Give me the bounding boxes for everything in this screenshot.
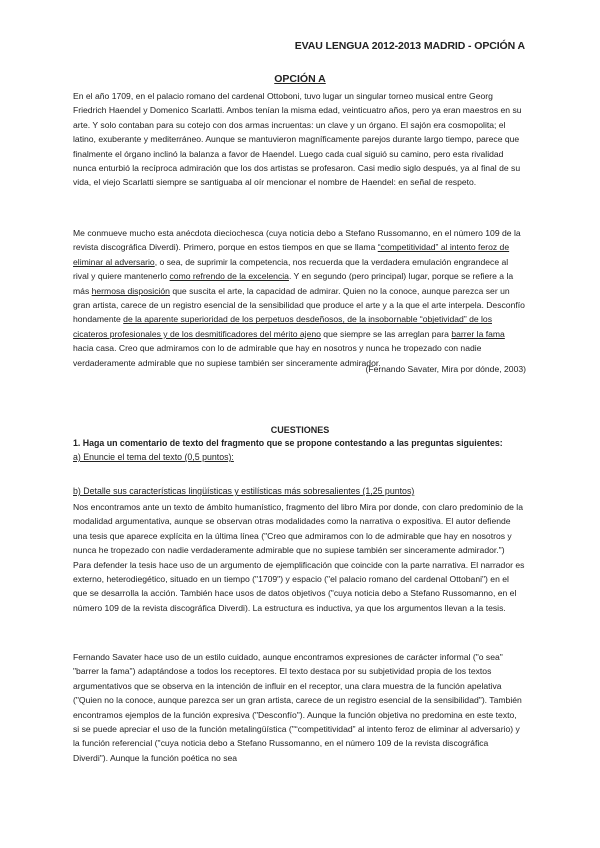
p2-segment: que siempre se las arreglan para: [320, 328, 452, 339]
document-header-title: EVAU LENGUA 2012-2013 MADRID - OPCIÓN A: [294, 40, 525, 52]
p2-underlined-phrase: barrer la fama: [451, 328, 505, 339]
answer-b-paragraph-1: [73, 500, 525, 615]
question-b: b) Detalle sus características lingüísticas y estilísticas más sobresalientes (1,25 puntos): [73, 486, 415, 496]
paragraph-1-text: En el año 1709, en el palacio romano del cardenal Ottoboni, tuvo lugar un singular torneo musical entre Georg Friedrich Haendel y Domenico Scarlatti. Ambos tenían la misma edad, veinticuatro años, pero ya eran maestros en su arte. Y solo contaban para su cotejo con dos armas incruentas: un clave y un órgano. El sajón era cosmopolita; el latino, exuberante y mediterráneo. Aunque se mantuvieron magníficamente parejos durante largo tiempo, parece que finalmente el órgano inclinó la balanza a favor de Haendel. Luego cada cual siguió su camino, pero esta rivalidad nunca enturbió la recíproca admiración que los dos artistas se profesaron. Casi medio siglo después, ya al final de su vida, el viejo Scarlatti siempre se santiguaba al oír mencionar el nombre de Haendel: en señal de respeto.: [73, 91, 522, 188]
p2-underlined-phrase: “competitividad” al intento feroz de eliminar al adversario: [73, 242, 510, 267]
p2-segment: Me conmueve mucho esta anécdota dieciochesca (cuya noticia debo a Stefano Russomanno, en el número 109 de la revista discográfica Diverdi). Primero, porque en estos tiempos en que se llama: [73, 228, 521, 253]
answer-b1-text: Nos encontramos ante un texto de ámbito humanístico, fragmento del libro Mira por donde, con claro predominio de la modalidad argumentativa, aunque se observan otras modalidades como la narrativa o expositiva. El autor defiende una tesis que aparece explícita en la última línea ("Creo que admiramos con lo de admirable que hay en nosotros y nunca he tropezado con nadie verdaderamente admirable que no supiese también ser sinceramente admirador.") Para defender la tesis hace uso de un argumento de ejemplificación que coincide con la parte narrativa. El narrador es externo, heterodiegético, situado en un tiempo ("1709") y espacio ("el palacio romano del cardenal Ottobani") en el que se desarrolla la acción. También hace usos de datos objetivos ("cuya noticia debo a Stefano Russomanno, en el número 109 de la revista discográfica Diverdi). La estructura es inductiva, ya que los argumentos llevan a la tesis.: [73, 502, 525, 613]
text-paragraph-2: [73, 226, 525, 370]
question-1: 1. Haga un comentario de texto del fragmento que se propone contestando a las preguntas siguientes:: [73, 438, 503, 448]
p2-underlined-phrase: de la aparente superioridad de los perpetuos desdeñosos, de la insobornable “objetividad” de los cicateros profesionales y de los desmitificadores del mérito ajeno: [73, 314, 492, 339]
section-title: OPCIÓN A: [274, 73, 326, 85]
cuestiones-title: CUESTIONES: [270, 425, 330, 435]
p2-segment: , o sea, de suprimir la competencia, nos recuerda que la verdadera emulación engrandece al rival y quiere mantenerlo: [73, 256, 509, 282]
p2-segment: que suscita el arte, la capacidad de admirar. Quien no la conoce, aunque parezca ser un gran artista, carece de un registro esencial de la sensibilidad que produce el arte y a la que el arte interpela. Desconfío hondamente: [73, 285, 525, 325]
citation: (Fernando Savater, Mira por dónde, 2003): [365, 364, 526, 374]
p2-segment: hacia casa. Creo que admiramos con lo de admirable que hay en nosotros y nunca he tropezado con nadie verdaderamente admirable que no supiese también ser sinceramente admirador.: [73, 343, 482, 368]
paragraph-2-text: [73, 226, 525, 370]
p2-segment: . Y en segundo (pero principal) lugar, porque se refiere a la más: [73, 271, 514, 296]
text-paragraph-1: [73, 89, 525, 190]
question-a: a) Enuncie el tema del texto (0,5 puntos):: [73, 452, 234, 462]
answer-b2-text: Fernando Savater hace uso de un estilo cuidado, aunque encontramos expresiones de carácter informal ("o sea" "barrer la fama") adaptándose a todos los receptores. El texto destaca por su subjetividad propia de los textos argumentativos que se observa en la intención de influir en el receptor, una clara muestra de la función apelativa ("Quien no la conoce, aunque parezca ser un gran artista, carece de un registro esencial de la sensibilidad"). También encontramos ejemplos de la función expresiva ("Desconfío"). Aunque la función objetiva no predomina en este texto, si se puede apreciar el uso de la función metalingüística ("“competitividad” al intento feroz de eliminar al adversario) y la función referencial ("cuya noticia debo a Stefano Russomanno, en el número 109 de la revista discográfica Diverdi"). Aunque la función poética no sea: [73, 652, 522, 763]
p2-underlined-phrase: como refrendo de la excelencia: [169, 271, 289, 282]
p2-underlined-phrase: hermosa disposición: [91, 285, 170, 296]
answer-b-paragraph-2: [73, 650, 525, 765]
